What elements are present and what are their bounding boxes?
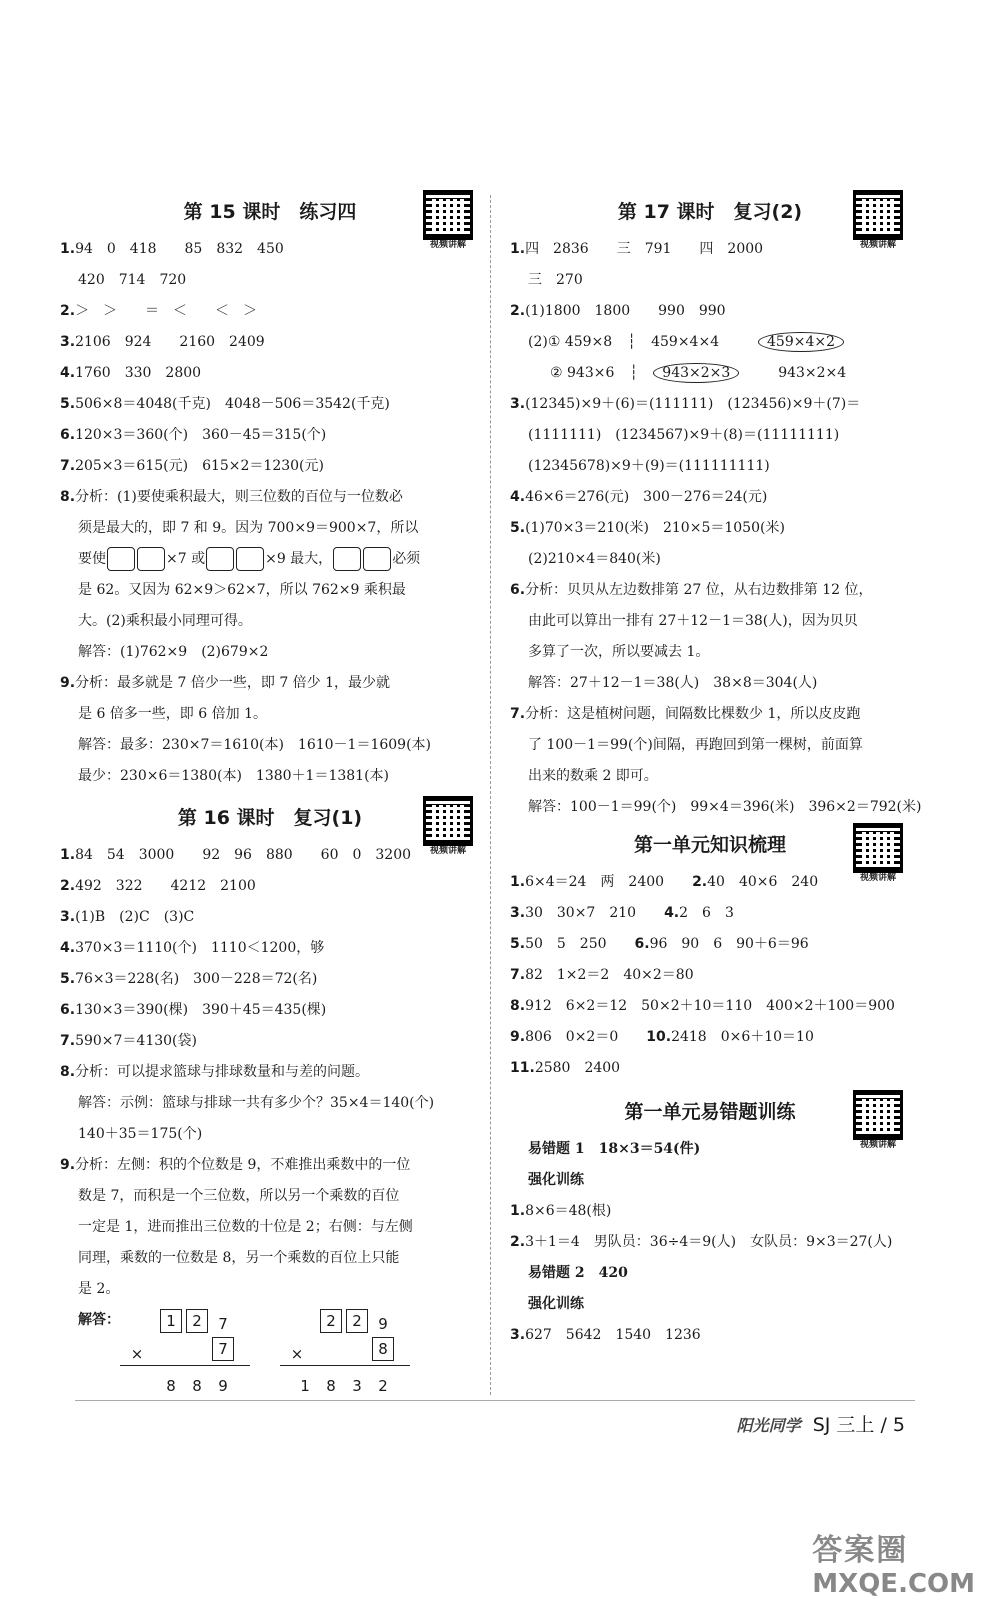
answer-text: (12345678)×9＋(9)＝(111111111): [528, 458, 770, 474]
answer-text: 同理，乘数的一位数是 8，另一个乘数的百位上只能: [78, 1250, 400, 1266]
answer-line: [60, 1088, 480, 1119]
answer-line: [60, 1274, 480, 1305]
answer-line: [510, 1196, 910, 1227]
answer-line: [510, 482, 910, 513]
question-number: 2.: [510, 1234, 526, 1250]
question-number: 1.: [510, 1203, 526, 1219]
question-number: 7.: [510, 967, 526, 983]
answer-text: 2580 2400: [534, 1060, 621, 1076]
question-number: 6.: [510, 582, 526, 598]
answer-line: [510, 929, 910, 960]
question-number: 9.: [60, 1157, 76, 1173]
question-number: 3.: [60, 909, 76, 925]
answer-line: [510, 1289, 910, 1320]
right-column: [510, 190, 922, 1351]
q2-part2-row1: (2)① 459×8 ┆ 459×4×4 459×4×2: [510, 327, 910, 358]
answer-text: 须是最大的，即 7 和 9。因为 700×9＝900×7，所以: [78, 520, 419, 536]
answer-text: 506×8＝4048(千克) 4048－506＝3542(千克): [75, 396, 390, 412]
answer-line: [60, 544, 480, 575]
vertical-calc-1: [120, 1309, 250, 1395]
question-number: 7.: [60, 458, 76, 474]
page-footer: [737, 1410, 905, 1437]
blank-box: [107, 547, 135, 571]
answer-text: 分析：可以提求篮球与排球数量和与差的问题。: [75, 1064, 370, 1080]
answer-text: 2106 924 2160 2409: [75, 334, 265, 350]
answer-line: [510, 451, 910, 482]
answer-line: [510, 1165, 910, 1196]
answer-line: [60, 902, 480, 933]
unit1-error-lines: [510, 1134, 910, 1351]
answer-line: [510, 265, 910, 296]
answer-text: 84 54 3000 92 96 880 60 0 3200: [75, 847, 412, 863]
boxline-text: 必须: [392, 551, 421, 567]
answer-line: [60, 327, 480, 358]
answer-text: 912 6×2＝12 50×2＋10＝110 400×2＋100＝900: [525, 998, 895, 1014]
calc-digit: 7: [218, 1315, 228, 1333]
answer-line: [510, 575, 910, 606]
blank-box: [206, 547, 234, 571]
answer-text: (2)210×4＝840(米): [528, 551, 661, 567]
question-number: 6.: [634, 936, 650, 952]
question-number: 5.: [510, 520, 526, 536]
answer-text: 806 0×2＝0: [525, 1029, 647, 1045]
answer-text: 8×6＝48(根): [525, 1203, 612, 1219]
answer-text: 解答：27＋12－1＝38(人) 38×8＝304(人): [528, 675, 818, 691]
answer-line: [60, 637, 480, 668]
question-number: 3.: [510, 905, 526, 921]
answer-line: [510, 668, 910, 699]
answer-line: [510, 960, 910, 991]
watermark-logo: 答案圈 MXQE.COM: [812, 1533, 975, 1599]
question-number: 1.: [60, 241, 76, 257]
calc-digit: 8: [326, 1377, 336, 1395]
answer-text: 强化训练: [528, 1296, 584, 1312]
answer-line: [60, 871, 480, 902]
answer-line: [60, 389, 480, 420]
answer-line: [510, 699, 910, 730]
answer-line: [510, 761, 910, 792]
section-title-15: 第 15 课时 练习四 视频讲解: [60, 190, 480, 234]
answer-text: 分析：这是植树问题，间隔数比棵数少 1，所以皮皮跑: [525, 706, 861, 722]
calc-digit: 8: [192, 1377, 202, 1395]
column-divider: [490, 195, 491, 1395]
question-number: 8.: [60, 1064, 76, 1080]
answer-text: 易错题 2 420: [528, 1265, 628, 1281]
answer-text: 分析：贝贝从左边数排第 27 位，从右边数排第 12 位，: [525, 582, 873, 598]
calc-bar: [120, 1365, 250, 1366]
calc-digit: 3: [352, 1377, 362, 1395]
calc-digit: 2: [320, 1309, 342, 1333]
qr-code-icon[interactable]: 视频讲解: [420, 796, 476, 857]
section-16-lines: [60, 840, 480, 1305]
circled-answer: 943×2×3: [653, 363, 739, 383]
answer-text: 由此可以算出一排有 27＋12－1＝38(人)，因为贝贝: [528, 613, 858, 629]
answer-line: [60, 933, 480, 964]
answer-line: [510, 730, 910, 761]
answer-line: [60, 699, 480, 730]
answer-text: 分析：最多就是 7 倍少一些，即 7 倍少 1，最少就: [75, 675, 391, 691]
answer-line: [60, 995, 480, 1026]
answer-text: 易错题 1 18×3＝54(件): [528, 1141, 701, 1157]
answer-line: [60, 1026, 480, 1057]
question-number: 3.: [510, 396, 526, 412]
answer-text: 是 2。: [78, 1281, 120, 1297]
calc-digit: 7: [212, 1337, 234, 1361]
boxline-text: 要使: [78, 551, 106, 567]
question-number: 7.: [510, 706, 526, 722]
answer-text: 30 30×7 210: [525, 905, 665, 921]
calc-digit: 1: [300, 1377, 310, 1395]
answer-text: 94 0 418 85 832 450: [75, 241, 284, 257]
answer-text: 130×3＝390(棵) 390＋45＝435(棵): [75, 1002, 327, 1018]
answer-line: [60, 1212, 480, 1243]
answer-text: 解答：100－1＝99(个) 99×4＝396(米) 396×2＝792(米): [528, 799, 922, 815]
circled-answer: 459×4×2: [758, 332, 844, 352]
qr-code-icon[interactable]: 视频讲解: [850, 1090, 906, 1151]
question-number: 5.: [60, 396, 76, 412]
answer-line: [510, 1320, 910, 1351]
calc-bar: [280, 1365, 410, 1366]
brand-logo: 阳光同学: [736, 1416, 801, 1435]
answer-text: 82 1×2＝2 40×2＝80: [525, 967, 694, 983]
answer-text: 了 100－1＝99(个)间隔，再跑回到第一棵树，前面算: [528, 737, 863, 753]
blank-box: [137, 547, 165, 571]
answer-text: (1)70×3＝210(米) 210×5＝1050(米): [525, 520, 785, 536]
answer-line: [60, 513, 480, 544]
answer-text: 出来的数乘 2 即可。: [528, 768, 658, 784]
question-number: 2.: [60, 878, 76, 894]
question-number: 1.: [510, 874, 526, 890]
answer-line: [60, 420, 480, 451]
answer-text: 2 6 3: [679, 905, 734, 921]
answer-text: 3＋1＝4 男队员：36÷4＝9(人) 女队员：9×3＝27(人): [525, 1234, 893, 1250]
answer-line: [510, 544, 910, 575]
answer-text: 解答：示例：篮球与排球一共有多少个？35×4＝140(个): [78, 1095, 435, 1111]
page-code: SJ 三上 / 5: [812, 1414, 905, 1436]
answer-text: 最少：230×6＝1380(本) 1380＋1＝1381(本): [78, 768, 390, 784]
answer-text: 四 2836 三 791 四 2000: [525, 241, 764, 257]
question-number: 10.: [646, 1029, 672, 1045]
boxline-text: ×7 或: [166, 551, 206, 567]
answer-line: [510, 991, 910, 1022]
answer-line: [60, 1243, 480, 1274]
answer-text: 120×3＝360(个) 360－45＝315(个): [75, 427, 327, 443]
answer-text: 627 5642 1540 1236: [525, 1327, 701, 1343]
question-number: 5.: [510, 936, 526, 952]
question-number: 8.: [510, 998, 526, 1014]
answer-text: 分析：(1)要使乘积最大，则三位数的百位与一位数必: [75, 489, 403, 505]
answer-text: 50 5 250: [525, 936, 635, 952]
answer-text: 是 6 倍多一些，即 6 倍加 1。: [78, 706, 267, 722]
qr-code-icon[interactable]: 视频讲解: [850, 823, 906, 884]
calc-digit: 1: [160, 1309, 182, 1333]
answer-line: [510, 389, 910, 420]
blank-box: [236, 547, 264, 571]
answer-line: [510, 792, 922, 823]
boxline-text: ×9 最大，: [265, 551, 333, 567]
calc-digit: 8: [372, 1337, 394, 1361]
question-number: 9.: [510, 1029, 526, 1045]
answer-line: [510, 1022, 910, 1053]
section-title-unit1: 第一单元知识梳理 视频讲解: [510, 823, 910, 867]
question-number: 2.: [60, 303, 76, 319]
question-number: 9.: [60, 675, 76, 691]
blank-box: [333, 547, 361, 571]
question-number: 2.: [510, 303, 526, 319]
answer-line: [510, 1258, 910, 1289]
calc-digit: 8: [166, 1377, 176, 1395]
answer-text: 205×3＝615(元) 615×2＝1230(元): [75, 458, 324, 474]
answer-text: 6×4＝24 两 2400: [525, 874, 693, 890]
qr-code-icon[interactable]: 视频讲解: [850, 190, 906, 251]
calc-digit: 2: [346, 1309, 368, 1333]
answer-line: [60, 606, 480, 637]
answer-text: 492 322 4212 2100: [75, 878, 256, 894]
answer-text: 大。(2)乘积最小同理可得。: [78, 613, 252, 629]
answer-text: 76×3＝228(名) 300－228＝72(名): [75, 971, 318, 987]
answer-text: 分析：左侧：积的个位数是 9，不难推出乘数中的一位: [75, 1157, 411, 1173]
answer-text: 40 40×6 240: [707, 874, 819, 890]
answer-line: [60, 358, 480, 389]
answer-text: 96 90 6 90＋6＝96: [649, 936, 809, 952]
calc-digit: 2: [378, 1377, 388, 1395]
question-number: 6.: [60, 427, 76, 443]
answer-line: [510, 1227, 910, 1258]
answer-line: [60, 575, 480, 606]
answer-text: 强化训练: [528, 1172, 584, 1188]
answer-line: [60, 1119, 480, 1150]
answer-text: 420 714 720: [78, 272, 187, 288]
question-number: 4.: [60, 940, 76, 956]
answer-line: [60, 482, 480, 513]
question-number: 8.: [60, 489, 76, 505]
calc-digit: 9: [218, 1377, 228, 1395]
answer-text: 多算了一次，所以要减去 1。: [528, 644, 710, 660]
question-number: 7.: [60, 1033, 76, 1049]
section-title-17: 第 17 课时 复习(2) 视频讲解: [510, 190, 910, 234]
question-number: 2.: [692, 874, 708, 890]
times-sign: ×: [290, 1345, 304, 1363]
calc-digit: 2: [186, 1309, 208, 1333]
question-number: 4.: [664, 905, 680, 921]
question-number: 1.: [510, 241, 526, 257]
answer-text: 是 62。又因为 62×9＞62×7，所以 762×9 乘积最: [78, 582, 406, 598]
answer-line: [510, 513, 910, 544]
left-column: [60, 190, 480, 1401]
q2-part2-row2: ② 943×6 ┆ 943×2×3 943×2×4: [550, 365, 847, 381]
answer-line: [60, 451, 480, 482]
footer-rule: [75, 1400, 915, 1401]
answer-line: [60, 1057, 480, 1088]
question-number: 4.: [510, 489, 526, 505]
answer-row: 解答： 1 2 7 × 7 8 8 9 2 2 9 × 8 1 8 3 2: [60, 1305, 480, 1401]
answer-text: 1760 330 2800: [75, 365, 202, 381]
answer-text: 三 270: [528, 272, 583, 288]
answer-line: [510, 1053, 910, 1084]
blank-box: [363, 547, 391, 571]
answer-text: (12345)×9＋(6)＝(111111) (123456)×9＋(7)＝: [525, 396, 861, 412]
answer-text: (1)1800 1800 990 990: [525, 303, 726, 319]
answer-text: 2418 0×6＋10＝10: [671, 1029, 814, 1045]
answer-line: [510, 606, 910, 637]
answer-text: 数是 7，而积是一个三位数，所以另一个乘数的百位: [78, 1188, 400, 1204]
section-title-16: 第 16 课时 复习(1) 视频讲解: [60, 796, 480, 840]
answer-text: 解答：最多：230×7＝1610(本) 1610－1＝1609(本): [78, 737, 432, 753]
answer-line: [510, 420, 910, 451]
answer-line: [60, 234, 480, 265]
answer-line: [60, 840, 480, 871]
unit1-lines: [510, 867, 910, 1084]
answer-text: ＞ ＞ ＝ ＜ ＜ ＞: [75, 303, 258, 319]
answer-text: 46×6＝276(元) 300－276＝24(元): [525, 489, 768, 505]
section-17-lines-2: [510, 389, 922, 823]
vertical-calc-2: [280, 1309, 410, 1395]
answer-text: 解答：(1)762×9 (2)679×2: [78, 644, 269, 660]
section-15-lines: [60, 234, 480, 792]
answer-text: (1111111) (1234567)×9＋(8)＝(11111111): [528, 427, 840, 443]
calc-digit: 9: [378, 1315, 388, 1333]
answer-text: 一定是 1，进而推出三位数的十位是 2；右侧：与左侧: [78, 1219, 413, 1235]
answer-line: [60, 296, 480, 327]
answer-line: [60, 265, 480, 296]
answer-text: 590×7＝4130(袋): [75, 1033, 197, 1049]
question-number: 1.: [60, 847, 76, 863]
answer-line: [60, 730, 480, 761]
question-number: 3.: [510, 1327, 526, 1343]
qr-code-icon[interactable]: 视频讲解: [420, 190, 476, 251]
times-sign: ×: [130, 1345, 144, 1363]
answer-text: 140＋35＝175(个): [78, 1126, 203, 1142]
section-title-unit1-errors: 第一单元易错题训练 视频讲解: [510, 1090, 910, 1134]
answer-line: [60, 668, 480, 699]
question-number: 11.: [510, 1060, 535, 1076]
answer-text: 370×3＝1110(个) 1110＜1200，够: [75, 940, 325, 956]
question-number: 4.: [60, 365, 76, 381]
answer-line: [510, 637, 910, 668]
answer-line: [60, 761, 480, 792]
answer-line: [510, 898, 910, 929]
answer-line: [60, 1150, 480, 1181]
answer-line: [510, 296, 910, 327]
answer-line: [60, 964, 480, 995]
answer-line: [60, 1181, 480, 1212]
answer-text: (1)B (2)C (3)C: [75, 909, 195, 925]
question-number: 3.: [60, 334, 76, 350]
question-number: 6.: [60, 1002, 76, 1018]
question-number: 5.: [60, 971, 76, 987]
